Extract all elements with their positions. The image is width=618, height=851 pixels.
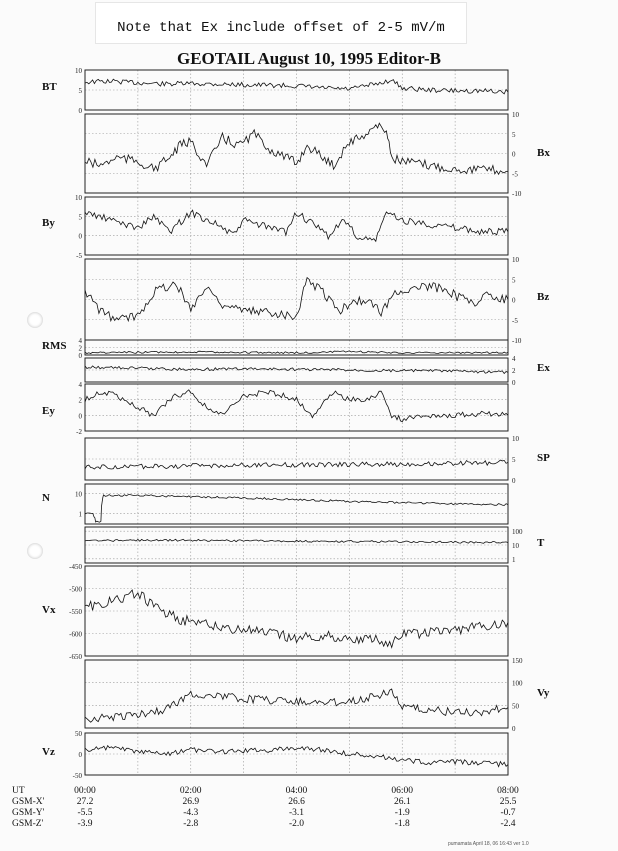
tick-label: 10	[75, 194, 82, 202]
tick-label: 10	[512, 111, 519, 119]
tick-label: 4	[78, 337, 82, 345]
tick-label: -5	[512, 170, 518, 179]
footer-label: GSM-X'	[12, 797, 45, 807]
footer-value: -1.9	[394, 808, 410, 818]
series-line-sp	[85, 460, 508, 469]
panel-vz	[42, 730, 508, 780]
panel-label-sp: SP	[537, 452, 550, 464]
panel-vx	[42, 563, 508, 661]
tick-label: 10	[512, 256, 519, 264]
panel-rms	[42, 337, 508, 360]
tick-label: 0	[78, 107, 82, 115]
panel-label-vy: Vy	[537, 687, 550, 699]
footer-value: -3.1	[288, 808, 305, 818]
panel-ex	[85, 355, 550, 387]
tick-label: 0	[78, 751, 82, 759]
tick-label: 5	[78, 213, 82, 222]
tick-label: 2	[512, 367, 516, 375]
panel-label-n: N	[42, 492, 50, 504]
tick-label: -550	[69, 608, 82, 616]
footer-value: 27.2	[76, 797, 94, 807]
panel-label-bx: Bx	[537, 147, 550, 159]
footer-value: -4.3	[183, 808, 199, 818]
panel-label-ey: Ey	[42, 405, 55, 417]
footer-value: 00:00	[74, 786, 96, 796]
footer-value: 26.9	[182, 797, 200, 807]
panel-label-bt: BT	[42, 81, 57, 93]
panel-bt	[42, 67, 508, 115]
tick-label: 150	[512, 657, 523, 665]
panel-vy	[85, 657, 550, 733]
panel-label-bz: Bz	[537, 291, 550, 303]
tick-label: -500	[69, 585, 82, 594]
footer-value: 26.6	[288, 797, 305, 807]
tick-label: 10	[512, 542, 519, 550]
footer-value: -2.8	[183, 819, 199, 829]
tick-label: -2	[76, 428, 82, 436]
tick-label: -10	[512, 190, 522, 198]
tick-label: 5	[512, 456, 516, 464]
footer-value: 25.5	[499, 797, 517, 807]
chart-title: GEOTAIL August 10, 1995 Editor-B	[176, 49, 442, 68]
panel-ey	[42, 381, 508, 436]
tick-label: 0	[78, 412, 82, 421]
tick-label: 1	[512, 555, 516, 564]
footer-value: -1.8	[394, 819, 410, 829]
tick-label: 0	[78, 232, 82, 241]
tick-label: 50	[75, 730, 82, 738]
tick-label: 100	[512, 528, 523, 537]
tick-label: 0	[512, 725, 516, 733]
tick-label: 2	[78, 396, 82, 405]
panel-t	[85, 527, 545, 564]
panel-label-vx: Vx	[42, 604, 56, 616]
tick-label: 5	[512, 130, 516, 139]
footer-value: -0.7	[500, 808, 516, 818]
panel-bz	[85, 256, 549, 345]
footer-value: -3.9	[77, 819, 93, 829]
panel-by	[42, 194, 508, 260]
tick-label: 0	[512, 379, 516, 387]
tick-label: 5	[512, 276, 516, 285]
tick-label: -450	[69, 563, 82, 571]
tick-label: 5	[78, 87, 82, 95]
tick-label: 2	[78, 344, 82, 353]
footer-label: UT	[12, 786, 25, 796]
footer-value: 02:00	[179, 786, 202, 796]
tick-label: -650	[69, 653, 82, 661]
panel-label-ex: Ex	[537, 362, 550, 374]
tick-label: 4	[78, 381, 82, 389]
panel-label-by: By	[42, 217, 55, 229]
footer-label: GSM-Z'	[12, 819, 44, 829]
tick-label: 50	[512, 702, 519, 711]
tick-label: 4	[512, 355, 516, 363]
tick-label: 10	[512, 435, 519, 443]
tick-label: 0	[512, 150, 516, 159]
tick-label: 100	[512, 679, 523, 688]
tick-label: 10	[75, 67, 82, 75]
tick-label: 10	[75, 490, 82, 499]
tick-label: -50	[72, 772, 82, 780]
series-line-vz	[85, 746, 508, 767]
tick-label: -5	[76, 252, 82, 260]
tick-label: 1	[78, 510, 82, 519]
tick-label: 0	[512, 296, 516, 305]
footer-value: 08:00	[497, 786, 519, 796]
panel-frame	[85, 660, 508, 728]
tick-label: -5	[512, 316, 518, 325]
footer-value: -2.0	[288, 819, 305, 829]
panel-n	[42, 484, 508, 524]
footer-value: 26.1	[393, 797, 411, 807]
footer-value: -5.5	[77, 808, 93, 818]
footer-label: GSM-Y'	[12, 808, 45, 818]
footer-value: -2.4	[500, 819, 516, 829]
panel-label-vz: Vz	[42, 746, 55, 758]
panel-bx	[85, 111, 550, 198]
tick-label: 0	[512, 477, 516, 485]
footer-value: 04:00	[285, 786, 308, 796]
panel-label-t: T	[537, 537, 545, 549]
tick-label: -600	[69, 630, 82, 639]
tick-label: -10	[512, 337, 522, 345]
panel-sp	[85, 435, 550, 485]
note-text: Note that Ex include offset of 2-5 mV/m	[117, 20, 445, 36]
footnote: pumamata April 18, 06 16:43 ver 1.0	[448, 841, 529, 847]
footer-value: 06:00	[391, 786, 414, 796]
panel-label-rms: RMS	[42, 340, 67, 352]
tick-label: 0	[78, 352, 82, 360]
